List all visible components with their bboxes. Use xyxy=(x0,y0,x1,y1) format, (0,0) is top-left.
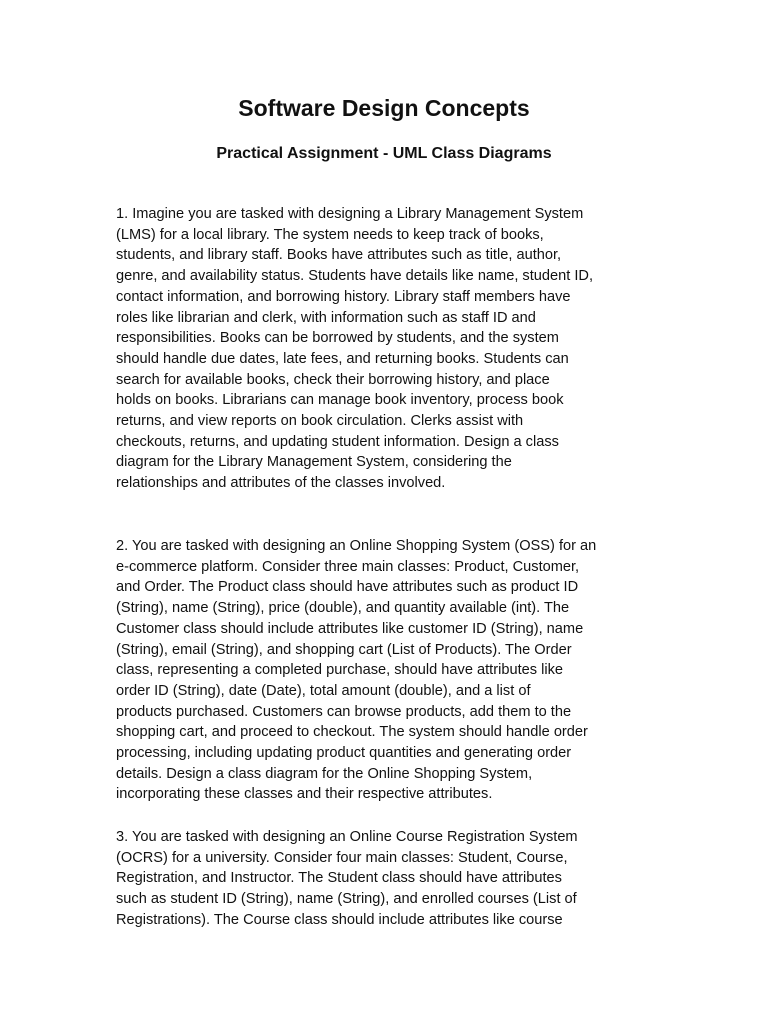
text-line: responsibilities. Books can be borrowed by students, and the system xyxy=(116,330,559,347)
text-line: checkouts, returns, and updating student information. Design a class xyxy=(116,433,559,450)
question-3 xyxy=(116,827,664,931)
text-line: holds on books. Librarians can manage book inventory, process book xyxy=(116,392,564,409)
text-line: and Order. The Product class should have attributes such as product ID xyxy=(116,579,579,596)
text-line: (OCRS) for a university. Consider four main classes: Student, Course, xyxy=(116,849,568,866)
text-line: such as student ID (String), name (String), and enrolled courses (List of xyxy=(116,891,577,908)
text-line: students, and library staff. Books have attributes such as title, author, xyxy=(116,247,562,264)
text-line: genre, and availability status. Students have details like name, student ID, xyxy=(116,268,594,285)
text-line: Registration, and Instructor. The Student class should have attributes xyxy=(116,870,562,887)
text-line: 3. You are tasked with designing an Online Course Registration System xyxy=(116,829,578,845)
text-line: 1. Imagine you are tasked with designing a Library Management System xyxy=(116,206,584,222)
text-line: roles like librarian and clerk, with information such as staff ID and xyxy=(116,309,536,326)
text-line: (LMS) for a local library. The system needs to keep track of books, xyxy=(116,226,544,243)
text-line: details. Design a class diagram for the Online Shopping System, xyxy=(116,765,533,782)
text-line: Registrations). The Course class should include attributes like course xyxy=(116,911,563,928)
text-line: class, representing a completed purchase, should have attributes like xyxy=(116,662,563,679)
text-line: Customer class should include attributes like customer ID (String), name xyxy=(116,620,584,637)
text-line: diagram for the Library Management System, considering the xyxy=(116,454,512,471)
text-line: processing, including updating product quantities and generating order xyxy=(116,745,572,762)
document-title: Software Design Concepts xyxy=(238,95,530,121)
text-line: products purchased. Customers can browse products, add them to the xyxy=(116,703,572,720)
text-line: relationships and attributes of the classes involved. xyxy=(116,475,446,492)
text-line: order ID (String), date (Date), total amount (double), and a list of xyxy=(116,682,531,699)
text-line: shopping cart, and proceed to checkout. The system should handle order xyxy=(116,724,588,741)
text-line: returns, and view reports on book circulation. Clerks assist with xyxy=(116,413,524,430)
text-line: 2. You are tasked with designing an Online Shopping System (OSS) for an xyxy=(116,538,597,554)
text-line: should handle due dates, late fees, and returning books. Students can xyxy=(116,350,569,367)
text-line: incorporating these classes and their respective attributes. xyxy=(116,786,493,803)
question-1 xyxy=(116,204,664,494)
question-2 xyxy=(116,536,664,805)
text-line: e-commerce platform. Consider three main classes: Product, Customer, xyxy=(116,558,580,575)
document-subtitle: Practical Assignment - UML Class Diagrams xyxy=(216,145,552,162)
text-line: search for available books, check their borrowing history, and place xyxy=(116,371,550,388)
text-line: (String), name (String), price (double), and quantity available (int). The xyxy=(116,600,570,617)
text-line: contact information, and borrowing history. Library staff members have xyxy=(116,288,571,305)
text-line: (String), email (String), and shopping cart (List of Products). The Order xyxy=(116,641,572,658)
